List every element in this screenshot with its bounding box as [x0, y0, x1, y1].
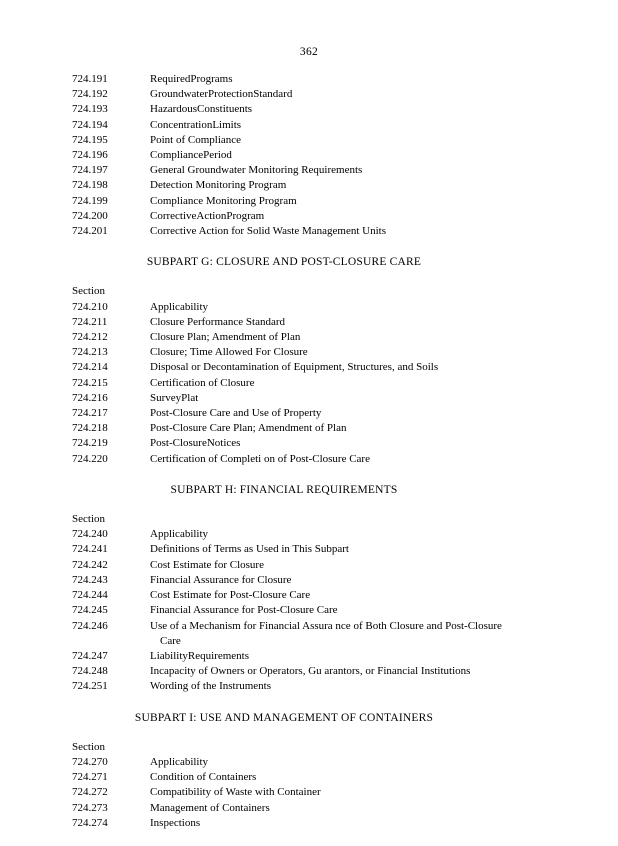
section-label: Section [72, 513, 105, 526]
toc-entry-title-text: Certification of Completi on of Post-Closure Care [150, 452, 370, 465]
toc-entry [0, 391, 618, 406]
toc-entry-title-text: Post-ClosureNotices [150, 437, 241, 450]
toc-entry [0, 588, 618, 603]
toc-entry [0, 801, 618, 816]
toc-entry [0, 679, 618, 694]
toc-entry-title [150, 573, 618, 588]
toc-entry-number: 724.251 [72, 680, 108, 693]
toc-entry-title [150, 603, 618, 618]
toc-entry-title [150, 542, 618, 557]
toc-entry-title-text: Compliance Monitoring Program [150, 194, 297, 207]
toc-entry [0, 436, 618, 451]
toc-entry-number: 724.217 [72, 407, 108, 420]
toc-entry [0, 527, 618, 542]
toc-entry [0, 87, 618, 102]
toc-entry-title [150, 588, 618, 603]
toc-entry-number: 724.245 [72, 604, 108, 617]
toc-entry-title-continuation: Care [160, 634, 181, 647]
toc-entry-number: 724.219 [72, 437, 108, 450]
toc-entry [0, 755, 618, 770]
toc-entry-number: 724.213 [72, 346, 108, 359]
toc-entry-title [150, 649, 618, 664]
toc-entry-number: 724.243 [72, 573, 108, 586]
toc-entry-title [150, 619, 618, 649]
toc-entry-title [150, 770, 618, 785]
toc-entry [0, 72, 618, 87]
toc-entry-title [150, 816, 618, 831]
toc-entry-title-text: Wording of the Instruments [150, 680, 272, 693]
toc-entry-title-text: Inspections [150, 816, 201, 829]
toc-entry-title [150, 679, 618, 694]
toc-entry [0, 573, 618, 588]
toc-entry [0, 224, 618, 239]
toc-entry [0, 163, 618, 178]
toc-entry-title-text: Definitions of Terms as Used in This Subpart [150, 543, 349, 556]
toc-entry [0, 178, 618, 193]
toc-entry-title [150, 163, 618, 178]
toc-entry-title-text: Use of a Mechanism for Financial Assura nce of Both Closure and Post-Closure [150, 619, 502, 632]
toc-entry-title-text: Disposal or Decontamination of Equipment, Structures, and Soils [150, 361, 439, 374]
toc-entry-title-text: Certification of Closure [150, 376, 255, 389]
toc-entry-title-text: Closure Plan; Amendment of Plan [150, 331, 301, 344]
subpart-heading: SUBPART H: FINANCIAL REQUIREMENTS [170, 483, 398, 496]
toc-entry [0, 770, 618, 785]
toc-entry-number: 724.201 [72, 225, 108, 238]
toc-entry-title [150, 315, 618, 330]
toc-entry-number: 724.274 [72, 816, 108, 829]
toc-entry-title [150, 345, 618, 360]
toc-entry [0, 558, 618, 573]
toc-entry-title-text: Detection Monitoring Program [150, 179, 287, 192]
toc-entry-number: 724.192 [72, 88, 108, 101]
table-of-contents [0, 72, 618, 831]
toc-entry-title-text: HazardousConstituents [150, 103, 253, 116]
toc-entry-number: 724.194 [72, 118, 108, 131]
toc-entry-title-text: Condition of Containers [150, 771, 257, 784]
toc-entry-number: 724.215 [72, 376, 108, 389]
toc-entry [0, 102, 618, 117]
toc-entry-title-text: Incapacity of Owners or Operators, Gu arantors, or Financial Institutions [150, 665, 471, 678]
toc-entry-title-text: RequiredPrograms [150, 73, 233, 85]
toc-entry [0, 118, 618, 133]
toc-entry-title-text: Post-Closure Care and Use of Property [150, 407, 322, 420]
toc-entry-number: 724.241 [72, 543, 108, 556]
subpart-heading: SUBPART G: CLOSURE AND POST-CLOSURE CARE [146, 256, 422, 269]
toc-entry-title-text: ConcentrationLimits [150, 118, 242, 131]
toc-entry-number: 724.247 [72, 649, 108, 662]
toc-entry [0, 194, 618, 209]
toc-entry-number: 724.248 [72, 665, 108, 678]
toc-entry [0, 360, 618, 375]
toc-entry-title [150, 360, 618, 375]
toc-entry [0, 330, 618, 345]
toc-entry-title [150, 527, 618, 542]
document-page [0, 46, 618, 846]
toc-entry-number: 724.240 [72, 528, 108, 541]
toc-entry [0, 452, 618, 467]
toc-entry-number: 724.212 [72, 331, 108, 344]
toc-entry-title-text: LiabilityRequirements [150, 649, 249, 662]
toc-entry [0, 376, 618, 391]
toc-entry [0, 542, 618, 557]
toc-entry-title [150, 148, 618, 163]
toc-entry-number: 724.220 [72, 452, 108, 465]
toc-entry-title-text: Compatibility of Waste with Container [150, 786, 321, 799]
toc-entry-title-text: Management of Containers [150, 801, 270, 814]
section-label: Section [72, 740, 105, 753]
toc-entry-title [150, 391, 618, 406]
toc-entry-title [150, 801, 618, 816]
toc-entry-number: 724.214 [72, 361, 108, 374]
toc-entry [0, 603, 618, 618]
toc-entry-title [150, 72, 618, 87]
toc-entry-number: 724.272 [72, 786, 108, 799]
toc-entry-title [150, 178, 618, 193]
toc-entry [0, 300, 618, 315]
toc-entry-title [150, 755, 618, 770]
toc-entry-title-text: Cost Estimate for Closure [150, 558, 264, 571]
toc-entry [0, 785, 618, 800]
toc-entry-number: 724.246 [72, 619, 108, 632]
toc-entry [0, 421, 618, 436]
toc-entry-title-text: Applicability [150, 300, 209, 313]
toc-entry-number: 724.195 [72, 133, 108, 146]
toc-entry [0, 345, 618, 360]
toc-entry-title [150, 664, 618, 679]
toc-entry-number: 724.216 [72, 391, 108, 404]
toc-entry [0, 133, 618, 148]
toc-entry-title-text: Financial Assurance for Post-Closure Care [150, 604, 338, 617]
toc-entry [0, 209, 618, 224]
toc-entry-number: 724.210 [72, 300, 108, 313]
toc-entry-title [150, 436, 618, 451]
toc-entry-title [150, 376, 618, 391]
toc-entry [0, 619, 618, 649]
section-label: Section [72, 285, 105, 298]
toc-entry-title [150, 330, 618, 345]
toc-entry-title-text: Financial Assurance for Closure [150, 573, 292, 586]
toc-entry-title [150, 224, 618, 239]
toc-entry-title [150, 300, 618, 315]
toc-entry [0, 649, 618, 664]
toc-entry-title-text: GroundwaterProtectionStandard [150, 88, 293, 101]
toc-entry-title-text: CorrectiveActionProgram [150, 209, 265, 222]
toc-entry-title-text: Closure; Time Allowed For Closure [150, 346, 308, 359]
toc-entry-title [150, 133, 618, 148]
toc-entry-title [150, 194, 618, 209]
toc-entry [0, 148, 618, 163]
toc-entry-number: 724.273 [72, 801, 108, 814]
subpart-heading: SUBPART I: USE AND MANAGEMENT OF CONTAINERS [134, 711, 434, 724]
toc-entry [0, 406, 618, 421]
toc-entry-title [150, 102, 618, 117]
toc-entry-title-text: Applicability [150, 528, 209, 541]
toc-entry-title [150, 209, 618, 224]
toc-entry [0, 315, 618, 330]
toc-entry-title-text: Applicability [150, 755, 209, 768]
toc-entry-number: 724.198 [72, 179, 108, 192]
toc-entry-title [150, 558, 618, 573]
toc-entry-title [150, 87, 618, 102]
page-number: 362 [299, 46, 319, 58]
toc-entry [0, 664, 618, 679]
toc-entry-number: 724.196 [72, 149, 108, 162]
toc-entry-number: 724.242 [72, 558, 108, 571]
toc-entry-number: 724.244 [72, 589, 108, 602]
toc-entry-title-text: General Groundwater Monitoring Requirements [150, 164, 363, 177]
toc-entry [0, 816, 618, 831]
toc-entry-title-text: SurveyPlat [150, 391, 199, 404]
toc-entry-number: 724.199 [72, 194, 108, 207]
toc-entry-title-text: Corrective Action for Solid Waste Management Units [150, 225, 386, 238]
toc-entry-title [150, 452, 618, 467]
toc-entry-title [150, 118, 618, 133]
toc-entry-title-text: Post-Closure Care Plan; Amendment of Plan [150, 422, 347, 435]
toc-entry-title [150, 406, 618, 421]
toc-entry-number: 724.271 [72, 771, 108, 784]
toc-entry-number: 724.218 [72, 422, 108, 435]
toc-entry-title [150, 785, 618, 800]
toc-entry-title-text: CompliancePeriod [150, 149, 232, 162]
toc-entry-title [150, 421, 618, 436]
toc-entry-number: 724.197 [72, 164, 108, 177]
toc-entry-title-text: Point of Compliance [150, 133, 242, 146]
toc-entry-title-text: Cost Estimate for Post-Closure Care [150, 589, 311, 602]
toc-entry-number: 724.270 [72, 755, 108, 768]
toc-entry-number: 724.200 [72, 209, 108, 222]
toc-entry-number: 724.193 [72, 103, 108, 116]
toc-entry-title-text: Closure Performance Standard [150, 315, 286, 328]
toc-entry-number: 724.191 [72, 73, 108, 85]
toc-entry-number: 724.211 [72, 315, 108, 328]
